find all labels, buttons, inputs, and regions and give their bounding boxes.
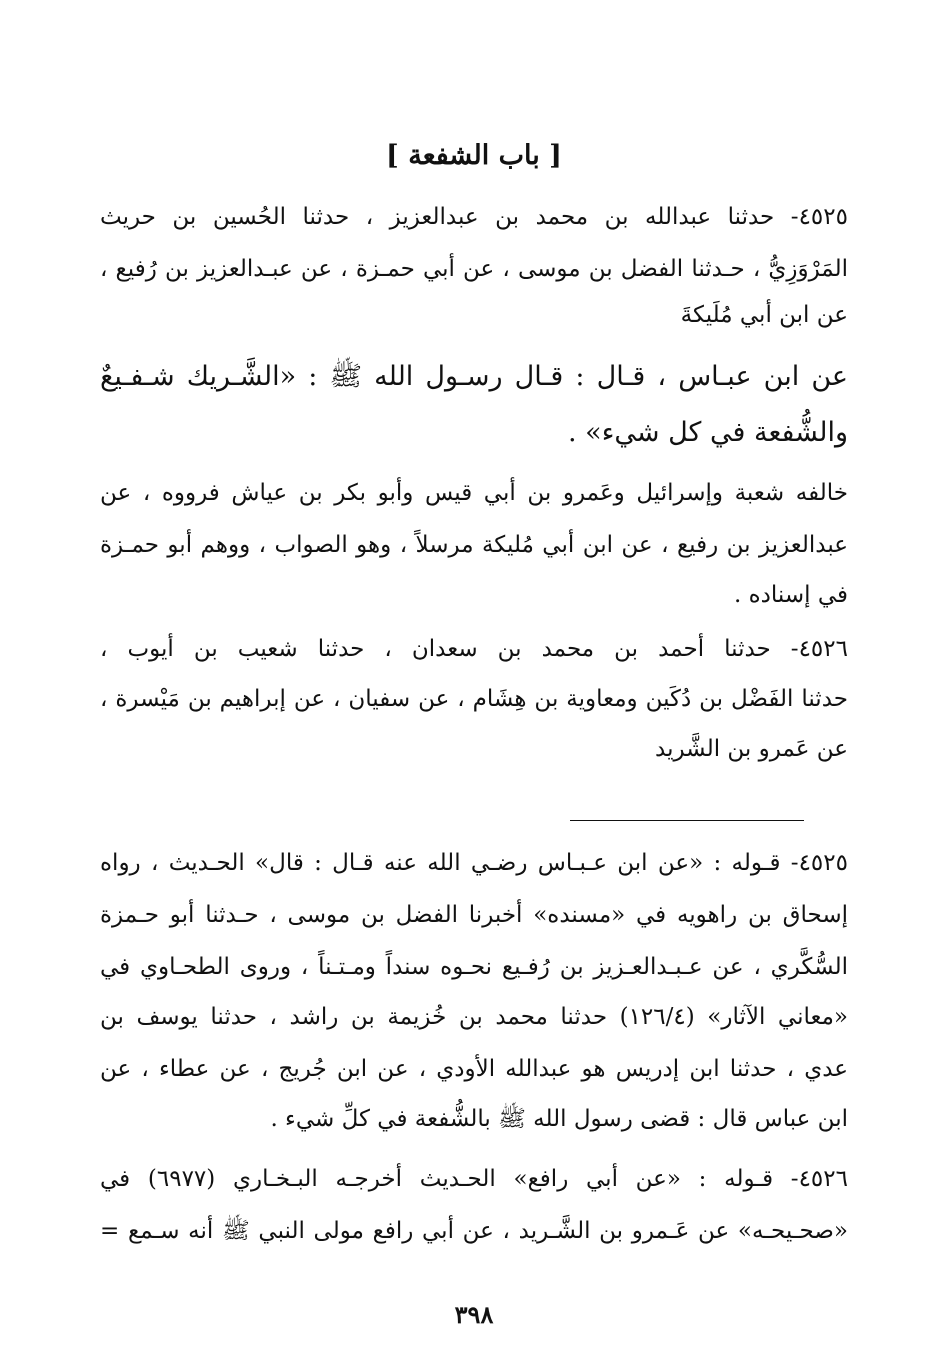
hadith-4525-line-2: المَرْوَزِيُّ ، حـدثنا الفضل بن موسى ، عن أبي حمـزة ، عن عبـدالعزيز بن رُفيع ، [100, 256, 848, 282]
hadith-4525-note-line-2: عبدالعزيز بن رفيع ، عن ابن أبي مُليكة مرسلاً ، وهو الصواب ، ووهم أبو حمـزة [100, 532, 848, 558]
footnote-4525-line-1: ٤٥٢٥- قـوله : «عن ابن عـبـاس رضـي الله عنه قـال : قال» الحـديث ، رواه [100, 850, 848, 876]
footnote-4525-line-3: السُّكَّري ، عن عـبـدالعـزيز بن رُفـيع نحـوه سنداً ومـتـناً ، وروى الطحـاوي في [100, 954, 848, 980]
hadith-4525-line-3: عن ابن أبي مُلَيكةَ [680, 302, 848, 328]
page-number: ٣٩٨ [454, 1300, 494, 1329]
chapter-title: [ باب الشفعة ] [386, 140, 562, 171]
footnote-separator [570, 820, 804, 821]
footnote-4525-line-2: إسحاق بن راهويه في «مسنده» أخبرنا الفضل بن موسى ، حـدثنا أبو حـمزة [100, 902, 848, 928]
hadith-4525-note-line-1: خالفه شعبة وإسرائيل وعَمرو بن أبي قيس وأبو بكر بن عياش فرووه ، عن [100, 480, 848, 506]
footnote-4525-line-6: ابن عباس قال : قضى رسول الله ﷺ بالشُّفعة في كلِّ شيء . [270, 1106, 848, 1132]
hadith-4526-line-2: حدثنا الفَضْل بن دُكَين ومعاوية بن هِشَام ، عن سفيان ، عن إبراهيم بن مَيْسرة ، [100, 686, 848, 712]
hadith-4525-line-1: ٤٥٢٥- حدثنا عبدالله بن محمد بن عبدالعزيز ، حدثنا الحُسين بن حريث [100, 204, 848, 230]
hadith-4525-matn-line-1: عن ابن عبـاس ، قـال : قـال رسـول الله ﷺ : «الشَّـريك شـفـيعٌ [100, 361, 848, 392]
hadith-4526-line-3: عن عَمرو بن الشَّريد [655, 736, 848, 762]
footnote-4525-line-4: «معاني الآثار» (١٢٦/٤) حدثنا محمد بن خُزيمة بن راشد ، حدثنا يوسف بن [100, 1004, 848, 1030]
hadith-4526-line-1: ٤٥٢٦- حدثنا أحمد بن محمد بن سعدان ، حدثنا شعيب بن أيوب ، [100, 636, 848, 662]
hadith-4525-note-line-3: في إسناده . [733, 582, 848, 608]
footnote-4525-line-5: عدي ، حدثنا ابن إدريس هو عبدالله الأودي ، عن ابن جُريج ، عن عطاء ، عن [100, 1056, 848, 1082]
footnote-4526-line-1: ٤٥٢٦- قـوله : «عن أبي رافع» الحـديث أخرجـه البـخـاري (٦٩٧٧) في [100, 1166, 848, 1192]
hadith-4525-matn-line-2: والشُّفعة في كل شيء» . [568, 417, 848, 448]
footnote-4526-line-2: «صحـيحـه» عن عَـمرو بن الشَّـريد ، عن أبي رافع مولى النبي ﷺ أنه سـمع = [100, 1218, 848, 1244]
